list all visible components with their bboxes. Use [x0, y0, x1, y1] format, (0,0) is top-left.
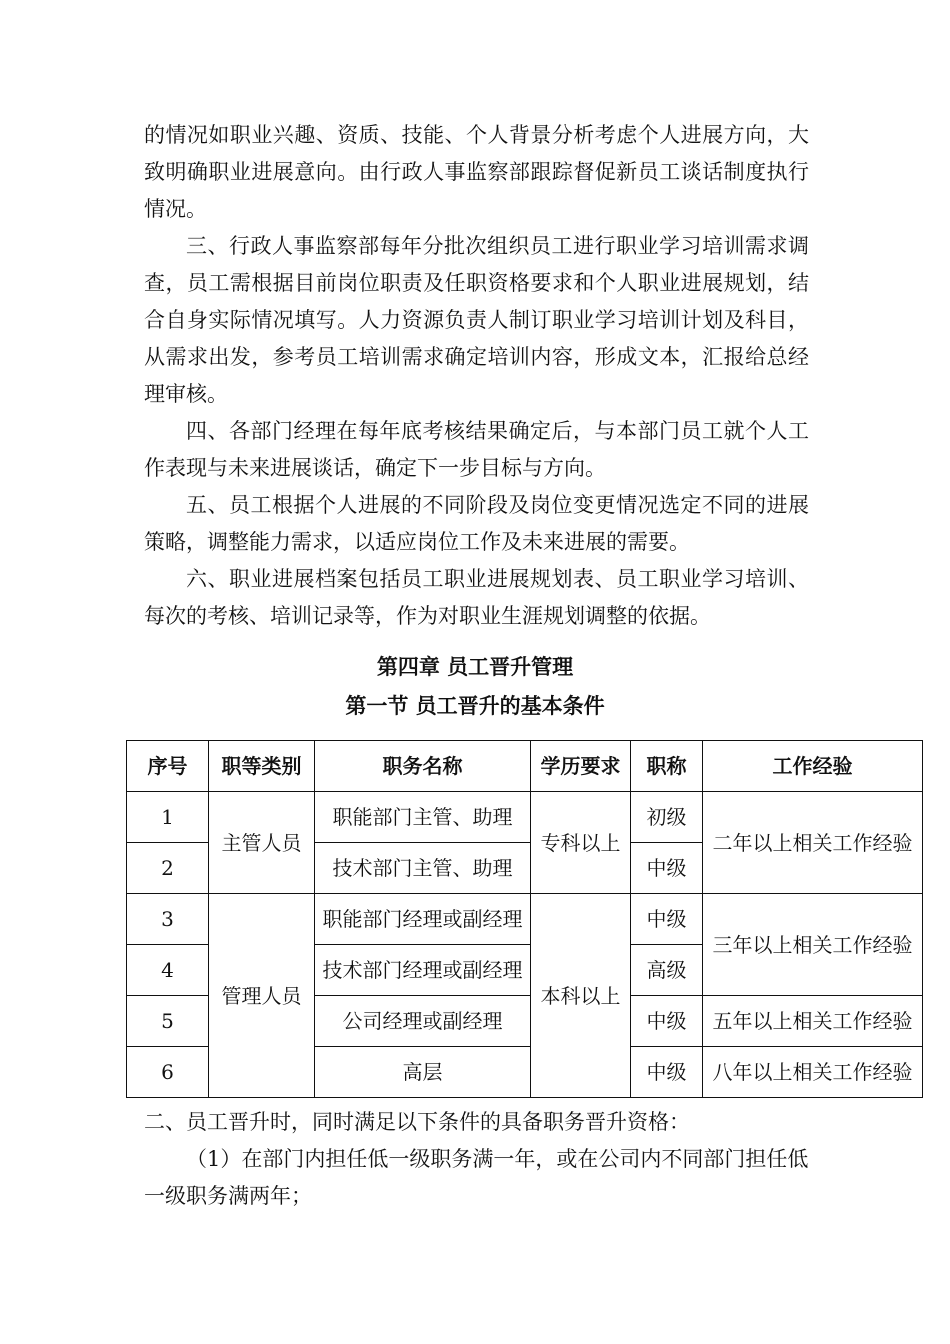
position-cell: 职能部门主管、助理: [315, 792, 531, 843]
promotion-requirements-intro: 二、员工晋升时，同时满足以下条件的具备职务晋升资格：: [144, 1110, 690, 1134]
header-education: 学历要求: [531, 741, 631, 792]
position-cell: 公司经理或副经理: [315, 996, 531, 1047]
rank-cell: 中级: [631, 1047, 703, 1098]
table-header-row: [127, 741, 923, 792]
table-row: [127, 792, 923, 843]
experience-cell: 五年以上相关工作经验: [703, 996, 923, 1047]
header-experience: 工作经验: [703, 741, 923, 792]
rank-cell: 中级: [631, 843, 703, 894]
paragraph-development-strategy: 五、员工根据个人进展的不同阶段及岗位变更情况选定不同的进展策略，调整能力需求，以适应岗位工作及未来进展的需要。: [144, 493, 809, 554]
header-no: 序号: [127, 741, 209, 792]
rank-cell: 中级: [631, 996, 703, 1047]
header-rank: 职称: [631, 741, 703, 792]
experience-cell: 三年以上相关工作经验: [703, 894, 923, 996]
row-no: 6: [127, 1047, 209, 1098]
education-cell: 本科以上: [531, 894, 631, 1098]
education-cell: 专科以上: [531, 792, 631, 894]
row-no: 1: [127, 792, 209, 843]
row-no: 4: [127, 945, 209, 996]
header-category: 职等类别: [209, 741, 315, 792]
rank-cell: 高级: [631, 945, 703, 996]
position-cell: 技术部门经理或副经理: [315, 945, 531, 996]
position-cell: 技术部门主管、助理: [315, 843, 531, 894]
category-cell: 主管人员: [209, 792, 315, 894]
paragraph-annual-review: 四、各部门经理在每年底考核结果确定后，与本部门员工就个人工作表现与未来进展谈话，确定下一步目标与方向。: [144, 419, 809, 480]
section-title: 第一节 员工晋升的基本条件: [345, 693, 605, 718]
experience-cell: 八年以上相关工作经验: [703, 1047, 923, 1098]
position-cell: 职能部门经理或副经理: [315, 894, 531, 945]
paragraph-career-intent: 的情况如职业兴趣、资质、技能、个人背景分析考虑个人进展方向，大致明确职业进展意向。由行政人事监察部跟踪督促新员工谈话制度执行情况。: [144, 123, 809, 221]
table-row: [127, 894, 923, 945]
header-position: 职务名称: [315, 741, 531, 792]
rank-cell: 初级: [631, 792, 703, 843]
promotion-conditions-table: [126, 740, 923, 1098]
rank-cell: 中级: [631, 894, 703, 945]
paragraph-training-survey: 三、行政人事监察部每年分批次组织员工进行职业学习培训需求调查，员工需根据目前岗位职责及任职资格要求和个人职业进展规划，结合自身实际情况填写。人力资源负责人制订职业学习培训计划及科目，从需求出发，参考员工培训需求确定培训内容，形成文本，汇报给总经理审核。: [144, 234, 809, 406]
position-cell: 高层: [315, 1047, 531, 1098]
row-no: 5: [127, 996, 209, 1047]
row-no: 2: [127, 843, 209, 894]
promotion-requirement-1: （1）在部门内担任低一级职务满一年，或在公司内不同部门担任低一级职务满两年；: [144, 1147, 809, 1208]
category-cell: 管理人员: [209, 894, 315, 1098]
paragraph-career-archive: 六、职业进展档案包括员工职业进展规划表、员工职业学习培训、每次的考核、培训记录等，作为对职业生涯规划调整的依据。: [144, 567, 809, 628]
row-no: 3: [127, 894, 209, 945]
experience-cell: 二年以上相关工作经验: [703, 792, 923, 894]
chapter-title: 第四章 员工晋升管理: [376, 654, 574, 679]
